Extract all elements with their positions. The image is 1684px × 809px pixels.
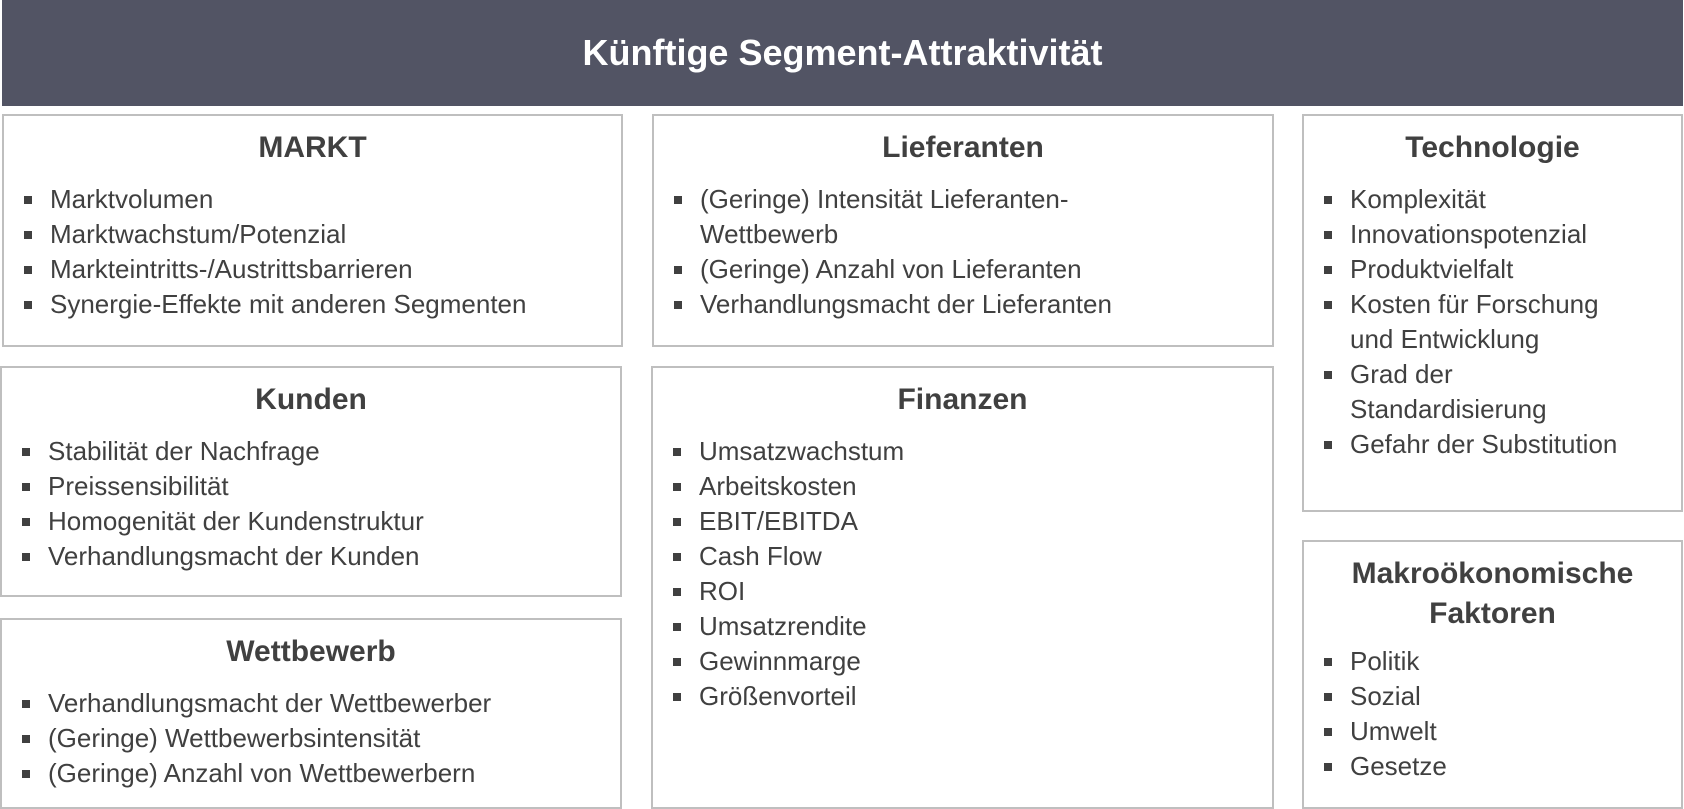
list-item: ROI xyxy=(699,574,1262,609)
list-item: Sozial xyxy=(1350,679,1671,714)
box-title-lieferanten: Lieferanten xyxy=(882,131,1044,164)
list-finanzen xyxy=(653,434,1272,714)
list-item: (Geringe) Anzahl von Wettbewerbern xyxy=(48,756,610,791)
list-item: Marktvolumen xyxy=(50,182,611,217)
box-markt xyxy=(2,114,623,347)
list-item: Markteintritts-/Austrittsbarrieren xyxy=(50,252,611,287)
list-item: Größenvorteil xyxy=(699,679,1262,714)
box-kunden xyxy=(0,366,622,597)
box-technologie xyxy=(1302,114,1683,512)
list-item: Politik xyxy=(1350,644,1671,679)
list-item: Verhandlungsmacht der Wettbewerber xyxy=(48,686,610,721)
list-item: EBIT/EBITDA xyxy=(699,504,1262,539)
list-item: Marktwachstum/Potenzial xyxy=(50,217,611,252)
list-item: Umsatzwachstum xyxy=(699,434,1262,469)
list-item: Umwelt xyxy=(1350,714,1671,749)
list-item: Umsatzrendite xyxy=(699,609,1262,644)
header-banner xyxy=(2,0,1683,106)
list-item: Homogenität der Kundenstruktur xyxy=(48,504,610,539)
list-lieferanten xyxy=(654,182,1272,322)
list-wettbewerb xyxy=(2,686,620,791)
box-makro xyxy=(1302,540,1683,809)
list-kunden xyxy=(2,434,620,574)
list-item: Produktvielfalt xyxy=(1350,252,1641,287)
list-item: Innovationspotenzial xyxy=(1350,217,1641,252)
list-item: Komplexität xyxy=(1350,182,1641,217)
list-item: (Geringe) Wettbewerbsintensität xyxy=(48,721,610,756)
list-item: Verhandlungsmacht der Kunden xyxy=(48,539,610,574)
box-title-finanzen: Finanzen xyxy=(897,383,1028,416)
list-item: Verhandlungsmacht der Lieferanten xyxy=(700,287,1122,322)
list-item: Gesetze xyxy=(1350,749,1671,784)
list-item: Preissensibilität xyxy=(48,469,610,504)
box-wettbewerb xyxy=(0,618,622,809)
list-technologie xyxy=(1304,182,1681,462)
list-item: Gewinnmarge xyxy=(699,644,1262,679)
box-title-makro: Makroökonomische Faktoren xyxy=(1351,557,1634,630)
list-item: (Geringe) Anzahl von Lieferanten xyxy=(700,252,1122,287)
list-item: Stabilität der Nachfrage xyxy=(48,434,610,469)
list-item: Cash Flow xyxy=(699,539,1262,574)
box-title-markt: MARKT xyxy=(258,131,367,164)
box-finanzen xyxy=(651,366,1274,809)
box-lieferanten xyxy=(652,114,1274,347)
page-title: Künftige Segment-Attraktivität xyxy=(582,32,1103,73)
list-item: Synergie-Effekte mit anderen Segmenten xyxy=(50,287,611,322)
box-title-technologie: Technologie xyxy=(1405,131,1580,164)
box-title-kunden: Kunden xyxy=(255,383,367,416)
list-item: Gefahr der Substitution xyxy=(1350,427,1641,462)
list-item: Grad der Standardisierung xyxy=(1350,357,1641,427)
list-markt xyxy=(4,182,621,322)
box-title-wettbewerb: Wettbewerb xyxy=(226,635,396,668)
list-item: (Geringe) Intensität Lieferanten-Wettbewerb xyxy=(700,182,1122,252)
list-item: Arbeitskosten xyxy=(699,469,1262,504)
list-item: Kosten für Forschung und Entwicklung xyxy=(1350,287,1641,357)
list-makro xyxy=(1304,644,1681,784)
